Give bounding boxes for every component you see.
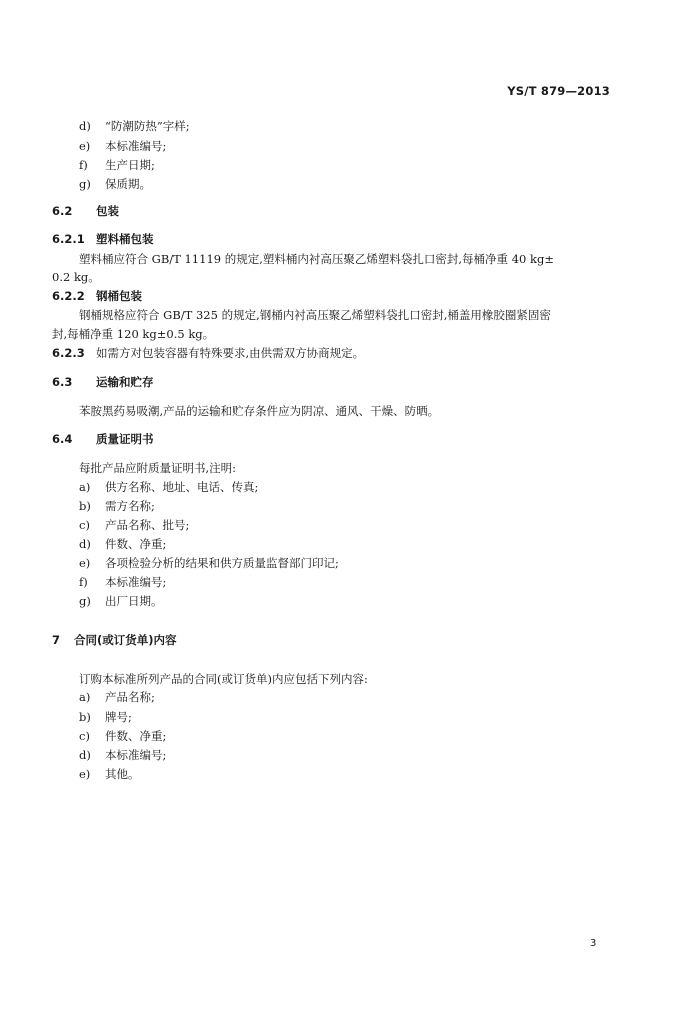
list-item (79, 767, 140, 781)
list-marker: e) (79, 767, 91, 781)
list-marker: e) (79, 139, 91, 153)
list-item (79, 729, 166, 743)
list-item (79, 139, 166, 153)
list-marker: g) (79, 177, 91, 191)
list-text: 本标准编号; (105, 575, 167, 589)
list-marker: a) (79, 690, 91, 704)
list-text: 供方名称、地址、电话、传真; (105, 480, 259, 494)
list-item (79, 518, 189, 532)
paragraph-line: 订购本标准所列产品的合同(或订货单)内应包括下列内容: (79, 672, 368, 686)
list-marker: b) (79, 710, 91, 724)
list-item (79, 177, 151, 191)
list-text: 生产日期; (105, 158, 155, 172)
section-heading-6-2-2 (52, 289, 142, 303)
paragraph-line: 钢桶规格应符合 GB/T 325 的规定,钢桶内衬高压聚乙烯塑料袋扎口密封,桶盖用橡胶圈紧固密 (79, 308, 551, 322)
list-item (79, 119, 190, 133)
section-title: 质量证明书 (96, 432, 154, 446)
list-marker: c) (79, 518, 90, 532)
list-item (79, 748, 166, 762)
list-text: 本标准编号; (105, 139, 167, 153)
list-marker: f) (79, 575, 88, 589)
list-marker: a) (79, 480, 91, 494)
list-marker: d) (79, 748, 91, 762)
standard-code: YS/T 879—2013 (507, 84, 610, 98)
paragraph-line: 封,每桶净重 120 kg±0.5 kg。 (52, 327, 215, 341)
list-marker: e) (79, 556, 91, 570)
section-number: 6.4 (52, 432, 73, 446)
paragraph-text: 如需方对包装容器有特殊要求,由供需双方协商规定。 (96, 346, 365, 360)
list-text: 保质期。 (105, 177, 151, 191)
section-heading-7 (52, 633, 177, 647)
section-title: 包装 (96, 204, 119, 218)
list-marker: b) (79, 499, 91, 513)
page-number: 3 (590, 938, 597, 949)
section-number: 6.2 (52, 204, 73, 218)
list-item (79, 480, 258, 494)
list-item (79, 594, 163, 608)
list-text: 件数、净重; (105, 537, 167, 551)
list-text: “防潮防热”字样; (105, 119, 190, 133)
list-text: 出厂日期。 (105, 594, 163, 608)
section-heading-6-3 (52, 375, 154, 389)
list-text: 件数、净重; (105, 729, 167, 743)
list-marker: c) (79, 729, 90, 743)
list-text: 各项检验分析的结果和供方质量监督部门印记; (105, 556, 339, 570)
section-number: 6.2.3 (52, 346, 85, 360)
section-number: 6.3 (52, 375, 73, 389)
list-item (79, 499, 155, 513)
list-text: 其他。 (105, 767, 140, 781)
list-text: 本标准编号; (105, 748, 167, 762)
section-heading-6-4 (52, 432, 154, 446)
list-text: 产品名称; (105, 690, 155, 704)
list-item (79, 556, 339, 570)
section-number: 6.2.2 (52, 289, 85, 303)
section-heading-6-2 (52, 204, 119, 218)
section-number: 6.2.1 (52, 232, 85, 246)
paragraph-line: 每批产品应附质量证明书,注明: (79, 461, 237, 475)
list-item (79, 575, 166, 589)
list-marker: d) (79, 537, 91, 551)
paragraph-line: 苯胺黑药易吸潮,产品的运输和贮存条件应为阴凉、通风、干燥、防晒。 (79, 404, 440, 418)
list-text: 产品名称、批号; (105, 518, 190, 532)
section-title: 钢桶包装 (96, 289, 142, 303)
list-item (79, 158, 155, 172)
list-item (79, 710, 132, 724)
list-text: 需方名称; (105, 499, 155, 513)
list-marker: f) (79, 158, 88, 172)
list-item (79, 537, 166, 551)
list-marker: g) (79, 594, 91, 608)
section-heading-6-2-1 (52, 232, 154, 246)
section-title: 塑料桶包装 (96, 232, 154, 246)
list-text: 牌号; (105, 710, 132, 724)
section-6-2-3 (52, 346, 364, 360)
paragraph-line: 塑料桶应符合 GB/T 11119 的规定,塑料桶内衬高压聚乙烯塑料袋扎口密封,每桶净重 40 kg± (79, 252, 554, 266)
section-number: 7 (52, 633, 61, 647)
section-title: 运输和贮存 (96, 375, 154, 389)
list-item (79, 690, 155, 704)
paragraph-line: 0.2 kg。 (52, 270, 100, 284)
section-title: 合同(或订货单)内容 (74, 633, 177, 647)
list-marker: d) (79, 119, 91, 133)
